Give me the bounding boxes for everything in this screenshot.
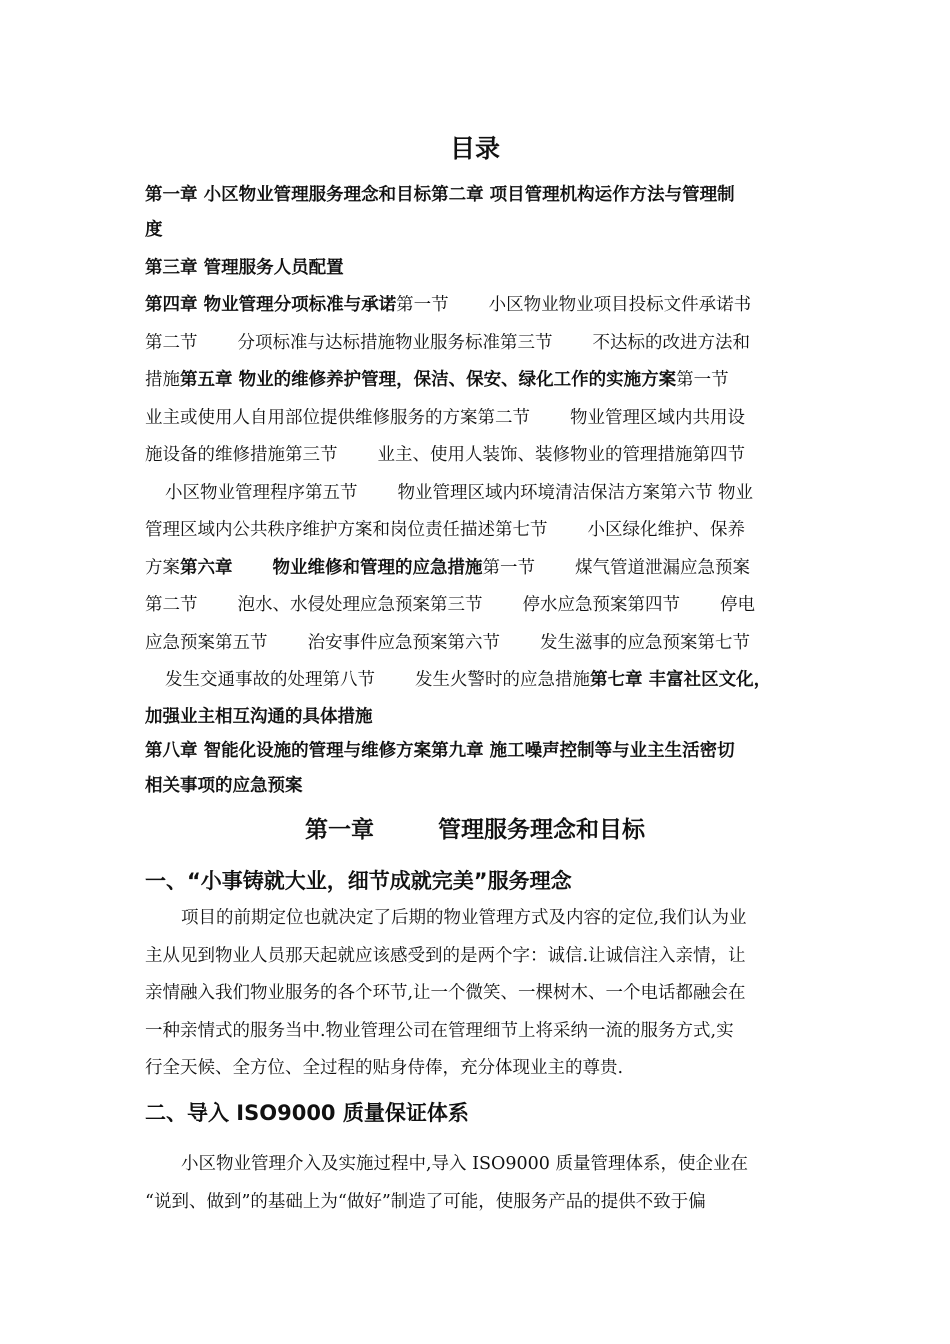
paragraph-line: 小区物业管理介入及实施过程中,导入 ISO9000 质量管理体系，使企业在 [181,1154,748,1174]
toc-chapter-text: 第六章 [180,557,233,578]
paragraph-line: “说到、做到”的基础上为“做好”制造了可能，使服务产品的提供不致于偏 [145,1191,706,1212]
toc-chapter-text: 相关事项的应急预案 [145,775,303,796]
paragraph-line: 一种亲情式的服务当中.物业管理公司在管理细节上将采纳一流的服务方式,实 [145,1020,734,1041]
toc-line [145,662,815,700]
toc-section-text: 小区物业物业项目投标文件承诺书 [488,295,752,315]
toc-section-text: 措施 [145,370,180,390]
toc-line [145,700,815,734]
section-1-paragraph [145,900,815,1088]
toc-chapter-text: 度 [145,220,163,240]
paragraph-line: 项目的前期定位也就决定了后期的物业管理方式及内容的定位,我们认为业 [181,908,747,928]
toc-section-text: 停电 [720,595,755,615]
toc-chapter-text: 第三章 管理服务人员配置 [145,257,344,278]
toc-section-text: 物业管理区域内共用设 [570,407,745,428]
toc-section-text: 小区绿化维护、保养 [587,520,745,540]
toc-title: 目录 [449,134,500,163]
toc-line [145,250,815,288]
toc-section-text: 方案 [145,557,180,578]
toc-section-text: 物业管理区域内环境清洁保洁方案第六节 物业 [397,482,754,503]
toc-section-text: 第一节 [482,557,535,578]
toc-chapter-text: 第五章 物业的维修养护管理，保洁、保安、绿化工作的实施方案 [180,370,677,390]
toc-line [145,400,815,438]
toc-line [145,287,815,325]
toc-section-text: 发生交通事故的处理第八节 [165,670,375,690]
toc-section-text: 小区物业管理程序第五节 [165,482,358,503]
toc-line [145,475,815,513]
toc-line [145,734,815,768]
toc-line [145,768,815,806]
toc-chapter-text: 第八章 智能化设施的管理与维修方案第九章 施工噪声控制等与业主生活密切 [145,740,735,761]
toc-section-text: 第一节 [396,295,449,315]
toc-section-text: 泡水、水侵处理应急预案第三节 [237,595,483,615]
toc-line [145,587,815,625]
table-of-contents [145,178,815,805]
section-heading-2: 二、导入 ISO9000 质量保证体系 [145,1101,469,1125]
toc-section-text: 分项标准与达标措施物业服务标准第三节 [237,332,553,353]
toc-line [145,325,815,363]
toc-section-text: 应急预案第五节 [145,632,268,653]
toc-line [145,212,815,250]
toc-line [145,550,815,588]
toc-chapter-text: 第七章 丰富社区文化， [590,670,772,690]
toc-line [145,362,815,400]
toc-line [145,512,815,550]
toc-section-text: 治安事件应急预案第六节 [307,632,500,653]
toc-section-text: 煤气管道泄漏应急预案 [575,557,750,578]
paragraph-line: 亲情融入我们物业服务的各个环节,让一个微笑、一棵树木、一个电话都融会在 [145,983,746,1003]
toc-section-text: 第二节 [145,332,198,353]
toc-section-text: 第一节 [676,370,729,390]
toc-chapter-text: 加强业主相互沟通的具体措施 [145,706,373,727]
toc-chapter-text: 第一章 小区物业管理服务理念和目标第二章 项目管理机构运作方法与管理制 [145,185,735,205]
chapter-title: 第一章 管理服务理念和目标 [304,817,646,843]
toc-section-text: 停水应急预案第四节 [522,595,680,615]
toc-section-text: 发生滋事的应急预案第七节 [540,632,750,653]
section-2-paragraph [145,1146,815,1221]
toc-section-text: 第二节 [145,595,198,615]
toc-section-text: 管理区域内公共秩序维护方案和岗位责任描述第七节 [145,520,548,540]
toc-chapter-text: 物业维修和管理的应急措施 [272,557,483,578]
paragraph-line: 行全天候、全方位、全过程的贴身侍俸，充分体现业主的尊贵. [145,1058,624,1078]
toc-section-text: 不达标的改进方法和 [592,332,750,353]
toc-chapter-text: 第四章 物业管理分项标准与承诺 [145,295,397,315]
toc-line [145,625,815,663]
toc-section-text: 业主或使用人自用部位提供维修服务的方案第二节 [145,407,530,428]
toc-section-text: 业主、使用人装饰、装修物业的管理措施第四节 [377,445,745,465]
section-heading-1: 一、“小事铸就大业，细节成就完美”服务理念 [145,869,572,893]
toc-section-text: 发生火警时的应急措施 [415,670,590,690]
toc-line [145,437,815,475]
toc-section-text: 施设备的维修措施第三节 [145,445,338,465]
paragraph-line: 主从见到物业人员那天起就应该感受到的是两个字：诚信.让诚信注入亲情，让 [145,945,746,966]
toc-line [145,178,815,212]
